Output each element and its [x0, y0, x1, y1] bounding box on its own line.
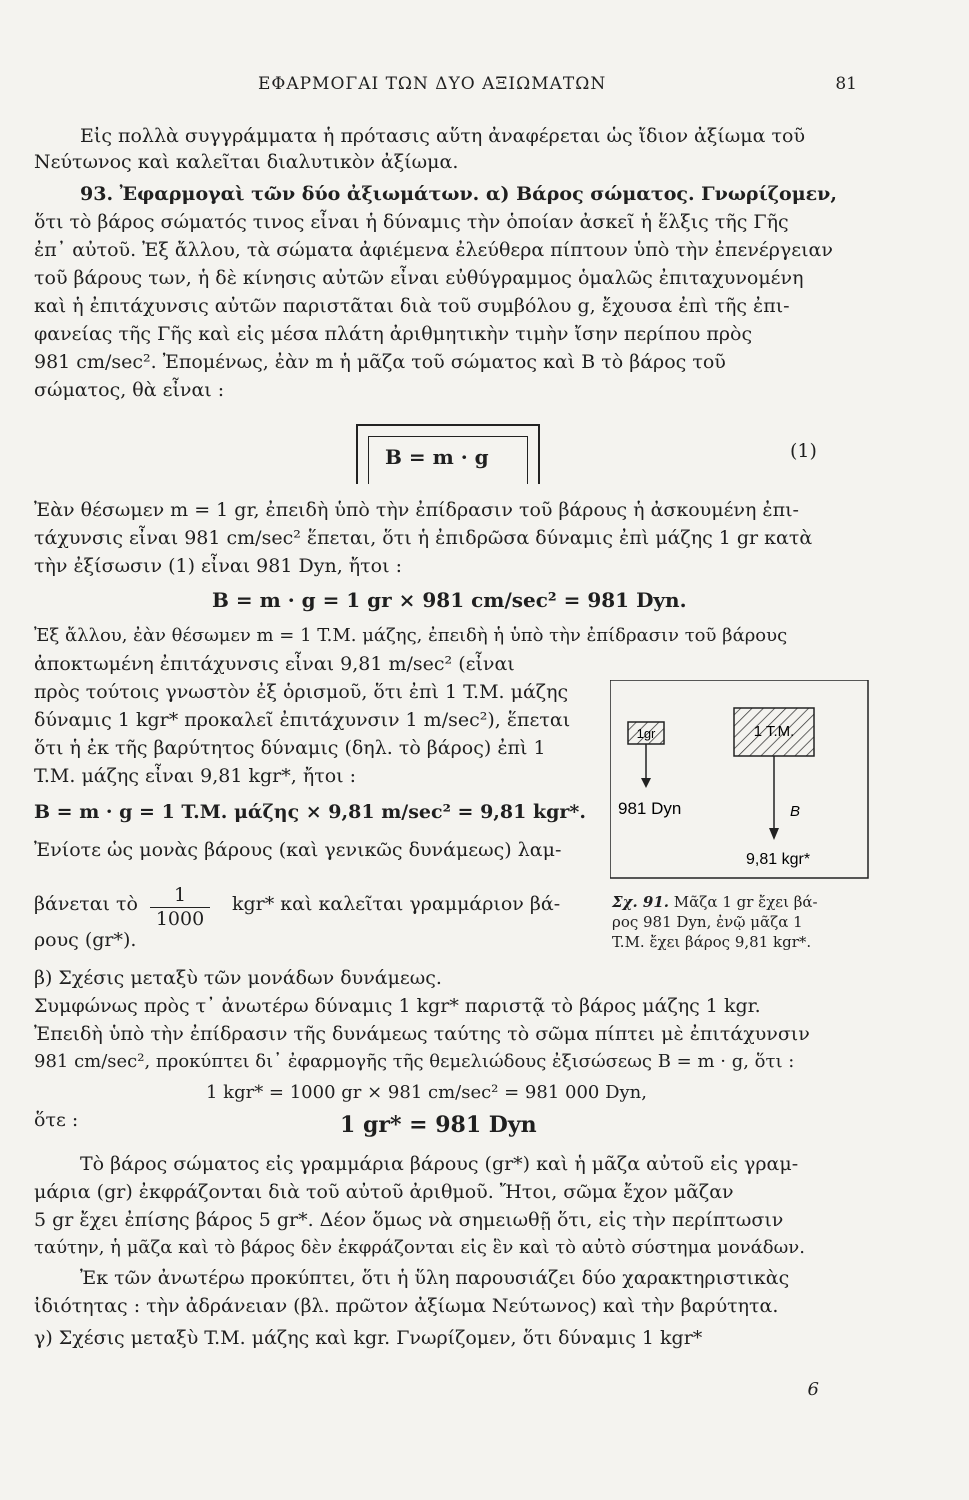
chapter-title: ΕΦΑΡΜΟΓΑΙ ΤΩΝ ΔΥΟ ΑΞΙΩΜΑΤΩΝ — [258, 74, 607, 94]
text-line: τάχυνσις εἶναι 981 cm/sec² ἕπεται, ὅτι ἡ ἐπιδρῶσα δύναμις ἐπὶ μάζης 1 gr κατὰ — [34, 527, 813, 549]
text-line: ὅτι τὸ βάρος σώματός τινος εἶναι ἡ δύναμις τὴν ὁποίαν ἀσκεῖ ἡ ἕλξις τῆς Γῆς — [34, 211, 789, 233]
signature-mark: 6 — [807, 1379, 819, 1400]
caption-line: T.M. ἔχει βάρος 9,81 kgr*. — [612, 933, 812, 951]
equation-5: 1 gr* = 981 Dyn — [340, 1112, 537, 1138]
text-line: Ἐὰν θέσωμεν m = 1 gr, ἐπειδὴ ὑπὸ τὴν ἐπίδρασιν τοῦ βάρους ἡ ἀσκουμένη ἐπι- — [34, 499, 799, 521]
equation-box — [356, 424, 540, 484]
subsection-heading: β) Σχέσις μεταξὺ τῶν μονάδων δυνάμεως. — [34, 967, 442, 989]
page-number: 81 — [835, 74, 857, 94]
fraction — [150, 884, 210, 930]
text-line: Ἐνίοτε ὡς μονὰς βάρους (καὶ γενικῶς δυνάμεως) λαμ- — [34, 839, 562, 861]
text-line: ρους (gr*). — [34, 929, 137, 951]
fraction-numerator: 1 — [150, 884, 210, 908]
equation-1: B = m · g — [368, 436, 528, 484]
text-line: πρὸς τούτοις γνωστὸν ἐξ ὁρισμοῦ, ὅτι ἐπὶ 1 T.M. μάζης — [34, 681, 569, 703]
mass-weight-diagram — [610, 680, 870, 880]
small-box-label: 1gr — [636, 726, 656, 741]
text-line: 5 gr ἔχει ἐπίσης βάρος 5 gr*. Δέον ὅμως νὰ σημειωθῇ ὅτι, εἰς τὴν περίπτωσιν — [34, 1209, 784, 1231]
text-line: ἐπ᾽ αὐτοῦ. Ἐξ ἄλλου, τὰ σώματα ἀφιέμενα ἐλεύθερα πίπτουν ὑπὸ τὴν ἐπενέργειαν — [34, 239, 833, 261]
text-line: Ἐπειδὴ ὑπὸ τὴν ἐπίδρασιν τῆς δυνάμεως ταύτης τὸ σῶμα πίπτει μὲ ἐπιτάχυνσιν — [34, 1023, 810, 1045]
text-line: σώματος, θὰ εἶναι : — [34, 379, 225, 401]
text-line: καὶ ἡ ἐπιτάχυνσις αὐτῶν παριστᾶται διὰ τοῦ συμβόλου g, ἔχουσα ἐπὶ τῆς ἐπι- — [34, 295, 790, 317]
text-line: τοῦ βάρους των, ἡ δὲ κίνησις αὐτῶν εἶναι εὐθύγραμμος ὁμαλῶς ἐπιταχυνομένη — [34, 267, 804, 289]
text-line: Τὸ βάρος σώματος εἰς γραμμάρια βάρους (gr*) καὶ ἡ μᾶζα αὐτοῦ εἰς γραμ- — [80, 1153, 799, 1175]
text-line: ταύτην, ἡ μᾶζα καὶ τὸ βάρος δὲν ἐκφράζονται εἰς ἓν καὶ τὸ αὐτὸ σύστημα μονάδων. — [34, 1237, 805, 1258]
text-line: μάρια (gr) ἐκφράζονται διὰ τοῦ αὐτοῦ ἀριθμοῦ. Ἤτοι, σῶμα ἔχον μᾶζαν — [34, 1181, 734, 1203]
text-line: Νεύτωνος καὶ καλεῖται διαλυτικὸν ἀξίωμα. — [34, 151, 459, 173]
equation-number: (1) — [790, 440, 817, 462]
text-line: ὅτι ἡ ἐκ τῆς βαρύτητος δύναμις (δηλ. τὸ βάρος) ἐπὶ 1 — [34, 737, 546, 759]
text-line: Ἐξ ἄλλου, ἐὰν θέσωμεν m = 1 T.M. μάζης, ἐπειδὴ ἡ ὑπὸ τὴν ἐπίδρασιν τοῦ βάρους — [34, 625, 788, 646]
text-line: ἀποκτωμένη ἐπιτάχυνσις εἶναι 9,81 m/sec² (εἶναι — [34, 653, 515, 675]
figure-caption — [612, 892, 872, 952]
text-line: Εἰς πολλὰ συγγράμματα ἡ πρότασις αὕτη ἀναφέρεται ὡς ἴδιον ἀξίωμα τοῦ — [80, 125, 805, 147]
big-box-label: 1 T.M. — [753, 723, 795, 740]
right-b-label: B — [790, 803, 801, 820]
left-force-label: 981 Dyn — [618, 799, 682, 818]
equation-4: 1 kgr* = 1000 gr × 981 cm/sec² = 981 000 Dyn, — [206, 1082, 647, 1103]
equation-3: B = m · g = 1 T.M. μάζης × 9,81 m/sec² = 9,81 kgr*. — [34, 801, 586, 823]
equation-2: B = m · g = 1 gr × 981 cm/sec² = 981 Dyn. — [212, 588, 687, 612]
running-header — [60, 68, 857, 108]
text-line: ὅτε : — [34, 1109, 79, 1131]
subsection-heading: γ) Σχέσις μεταξὺ T.M. μάζης καὶ kgr. Γνωρίζομεν, ὅτι δύναμις 1 kgr* — [34, 1327, 703, 1349]
text-line: Συμφώνως πρὸς τ᾽ ἀνωτέρω δύναμις 1 kgr* παριστᾷ τὸ βάρος μάζης 1 kgr. — [34, 995, 761, 1017]
text-line: 981 cm/sec², προκύπτει δι᾽ ἐφαρμογῆς τῆς θεμελιώδους ἐξισώσεως B = m · g, ὅτι : — [34, 1051, 795, 1072]
section-heading: 93. Ἐφαρμογαὶ τῶν δύο ἀξιωμάτων. α) Βάρος σώματος. Γνωρίζομεν, — [80, 183, 837, 205]
text-line: φανείας τῆς Γῆς καὶ εἰς μέσα πλάτη ἀριθμητικὴν τιμὴν ἴσην περίπου πρὸς — [34, 323, 753, 345]
text-line: βάνεται τὸ — [34, 893, 138, 915]
text-line: T.M. μάζης εἶναι 9,81 kgr*, ἤτοι : — [34, 765, 357, 787]
text-line: kgr* καὶ καλεῖται γραμμάριον βά- — [232, 893, 561, 915]
text-line: τὴν ἐξίσωσιν (1) εἶναι 981 Dyn, ἤτοι : — [34, 555, 402, 577]
text-line: ἰδιότητας : τὴν ἀδράνειαν (βλ. πρῶτον ἀξίωμα Νεύτωνος) καὶ τὴν βαρύτητα. — [34, 1295, 779, 1317]
fraction-denominator: 1000 — [155, 908, 205, 930]
text-line: δύναμις 1 kgr* προκαλεῖ ἐπιτάχυνσιν 1 m/sec²), ἕπεται — [34, 709, 571, 731]
caption-label: Σχ. 91. — [612, 893, 670, 911]
caption-line: ρος 981 Dyn, ἐνῷ μᾶζα 1 — [612, 913, 803, 931]
figure-91 — [610, 680, 870, 880]
caption-line: Μᾶζα 1 gr ἔχει βά- — [673, 893, 818, 911]
right-force-label: 9,81 kgr* — [746, 851, 811, 868]
text-line: Ἐκ τῶν ἀνωτέρω προκύπτει, ὅτι ἡ ὕλη παρουσιάζει δύο χαρακτηριστικὰς — [80, 1267, 790, 1289]
text-line: 981 cm/sec². Ἐπομένως, ἐὰν m ἡ μᾶζα τοῦ σώματος καὶ B τὸ βάρος τοῦ — [34, 351, 726, 373]
